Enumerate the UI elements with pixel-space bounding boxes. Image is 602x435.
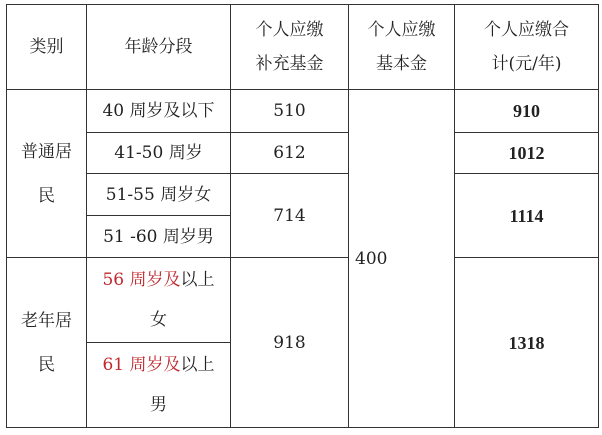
table-row bbox=[7, 133, 599, 174]
header-total: 个人应缴合 计(元/年) bbox=[455, 5, 599, 90]
supplement-cell: 612 bbox=[231, 133, 349, 174]
age-highlight: 56 周岁及 bbox=[102, 270, 181, 290]
age-cell: 41-50 周岁 bbox=[87, 133, 231, 174]
age-highlight: 61 周岁及 bbox=[102, 355, 181, 375]
table-row bbox=[7, 90, 599, 133]
header-category: 类别 bbox=[7, 5, 87, 90]
category-elderly: 老年居 民 bbox=[7, 258, 87, 428]
supplement-cell: 510 bbox=[231, 90, 349, 133]
fee-table bbox=[6, 4, 599, 428]
age-cell: 51 -60 周岁男 bbox=[87, 216, 231, 258]
category-urban: 普通居 民 bbox=[7, 90, 87, 258]
supplement-cell: 714 bbox=[231, 174, 349, 258]
total-cell: 1318 bbox=[455, 258, 599, 428]
age-cell: 61 周岁及以上 男 bbox=[87, 343, 231, 428]
total-cell: 910 bbox=[455, 90, 599, 133]
age-cell: 56 周岁及以上 女 bbox=[87, 258, 231, 343]
total-cell: 1012 bbox=[455, 133, 599, 174]
header-row bbox=[7, 5, 599, 90]
age-cell: 40 周岁及以下 bbox=[87, 90, 231, 133]
total-cell: 1114 bbox=[455, 174, 599, 258]
table-row bbox=[7, 174, 599, 216]
header-basic: 个人应缴 基本金 bbox=[349, 5, 455, 90]
supplement-cell: 918 bbox=[231, 258, 349, 428]
table-row bbox=[7, 258, 599, 343]
header-supplement: 个人应缴 补充基金 bbox=[231, 5, 349, 90]
header-age-group: 年龄分段 bbox=[87, 5, 231, 90]
basic-cell: 400 bbox=[349, 90, 455, 428]
age-cell: 51-55 周岁女 bbox=[87, 174, 231, 216]
